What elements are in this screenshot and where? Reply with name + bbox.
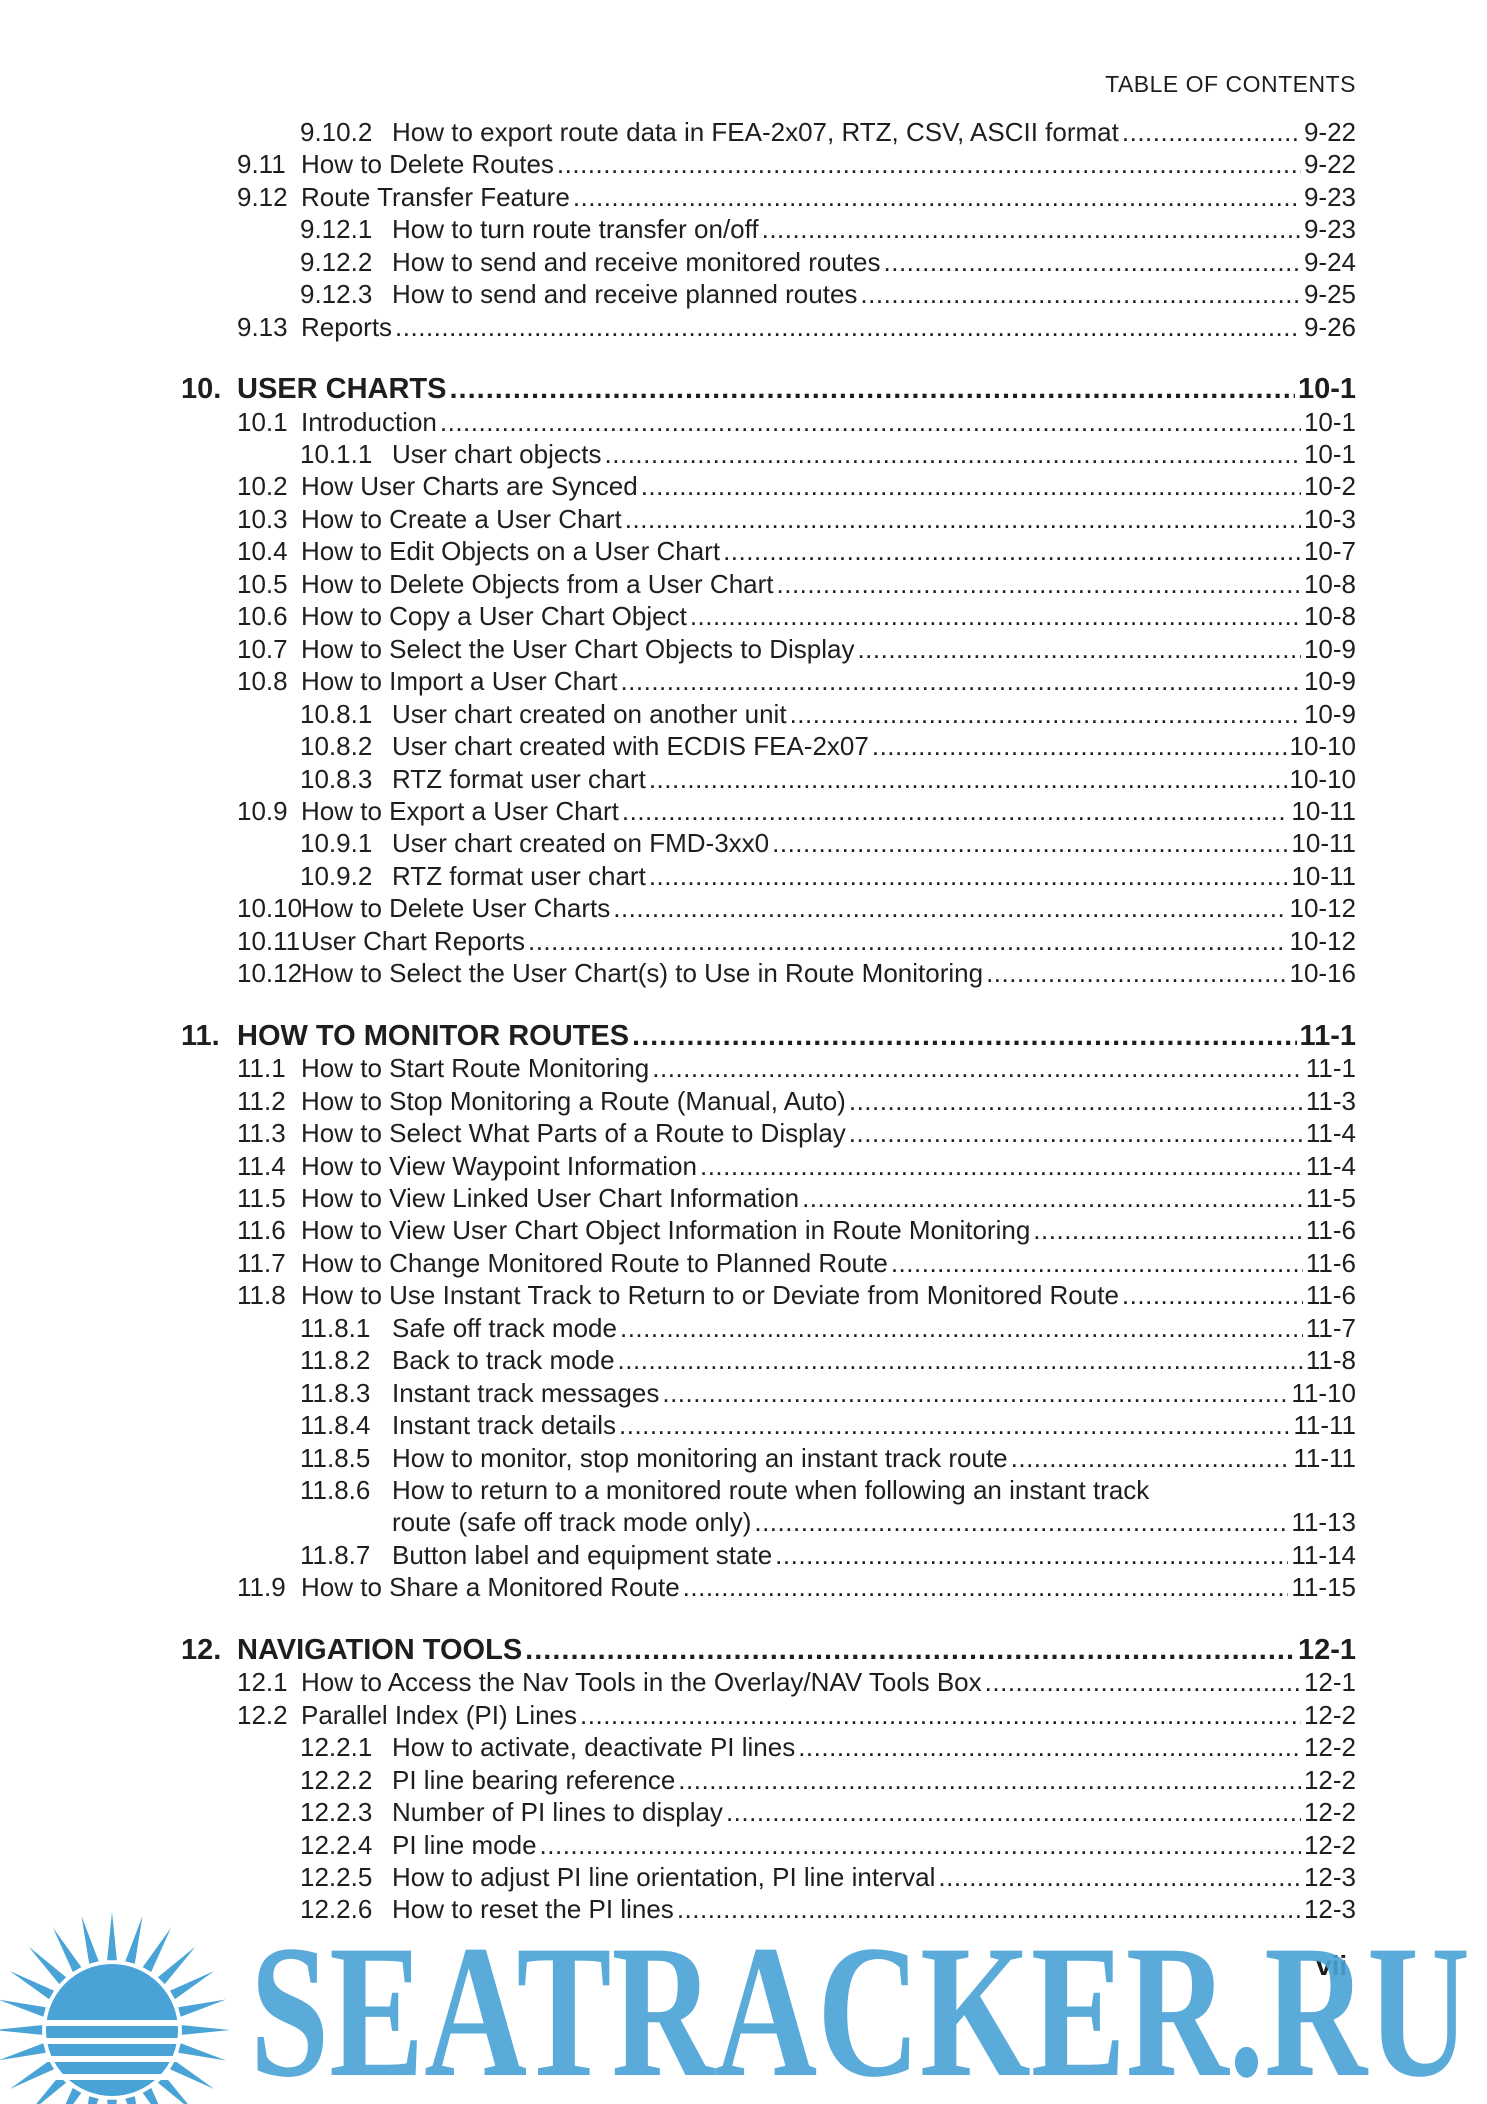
- toc-entry-title: Introduction: [301, 407, 437, 437]
- toc-entry-number: 9.10.2: [300, 117, 373, 147]
- toc-entry-number: 10.4: [237, 536, 288, 566]
- toc-leader-dots: [652, 1052, 1303, 1084]
- toc-entry-title: PI line bearing reference: [392, 1765, 676, 1795]
- toc-entry-page: 11-11: [1293, 1410, 1356, 1440]
- toc-section-entry[interactable]: [0, 311, 1356, 343]
- toc-entry-number: 12.2.4: [300, 1830, 373, 1860]
- toc-entry-title: User chart created on FMD-3xx0: [392, 828, 770, 858]
- toc-subsection-entry[interactable]: [0, 1474, 1356, 1506]
- toc-entry-number: 11.1: [237, 1053, 286, 1083]
- toc-leader-dots: [754, 1506, 1288, 1538]
- toc-section-entry[interactable]: [0, 1571, 1356, 1603]
- toc-entry-number: 10.9.1: [300, 828, 373, 858]
- toc-subsection-entry[interactable]: [0, 438, 1356, 470]
- toc-leader-dots: [641, 470, 1301, 502]
- toc-entry-page: 10-11: [1291, 828, 1356, 858]
- toc-section-entry[interactable]: [0, 181, 1356, 213]
- toc-entry-title: How to Import a User Chart: [301, 666, 618, 696]
- toc-leader-dots: [772, 827, 1288, 859]
- toc-section-entry[interactable]: [0, 535, 1356, 567]
- toc-section-entry[interactable]: [0, 1182, 1356, 1214]
- toc-chapter-entry[interactable]: [0, 1634, 1356, 1666]
- toc-entry-title: How to turn route transfer on/off: [392, 214, 759, 244]
- toc-subsection-entry[interactable]: [0, 1377, 1356, 1409]
- toc-entry-title: HOW TO MONITOR ROUTES: [237, 1020, 630, 1052]
- toc-entry-number: 10.1.1: [300, 439, 373, 469]
- toc-entry-number: 11.4: [237, 1151, 286, 1181]
- toc-section-entry[interactable]: [0, 795, 1356, 827]
- toc-entry-page: 10-9: [1303, 634, 1356, 664]
- toc-entry-title: How User Charts are Synced: [301, 471, 638, 501]
- toc-entry-title: User chart objects: [392, 439, 602, 469]
- toc-entry-title: User chart created with ECDIS FEA-2x07: [392, 731, 869, 761]
- toc-entry-title: How to Stop Monitoring a Route (Manual, Auto): [301, 1086, 846, 1116]
- toc-subsection-entry[interactable]: [0, 213, 1356, 245]
- toc-leader-dots: [1122, 1279, 1303, 1311]
- toc-section-entry[interactable]: [0, 600, 1356, 632]
- toc-section-entry[interactable]: [0, 1085, 1356, 1117]
- toc-entry-title: How to Select the User Chart Objects to Display: [301, 634, 855, 664]
- toc-entry-number: 12.2.6: [300, 1894, 373, 1924]
- toc-section-entry[interactable]: [0, 892, 1356, 924]
- toc-leader-dots: [860, 278, 1301, 310]
- toc-leader-dots: [985, 1666, 1301, 1698]
- toc-entry-title: User chart created on another unit: [392, 699, 787, 729]
- toc-entry-number: 10.10: [237, 893, 303, 923]
- toc-entry-title: How to View User Chart Object Information in Route Monitoring: [301, 1215, 1031, 1245]
- toc-subsection-entry[interactable]: [0, 116, 1356, 148]
- toc-entry-number: 10.8.2: [300, 731, 373, 761]
- toc-entry-page: 11-3: [1305, 1086, 1356, 1116]
- toc-entry-number: 12.2.3: [300, 1797, 373, 1827]
- toc-entry-number: 10.11: [237, 926, 301, 956]
- toc-entry-number: 9.12.2: [300, 247, 373, 277]
- running-header: TABLE OF CONTENTS: [1105, 71, 1356, 97]
- toc-entry-page: 11-10: [1291, 1378, 1356, 1408]
- toc-entry-number: 11.3: [237, 1118, 286, 1148]
- toc-entry-number: 11.8.7: [300, 1540, 371, 1570]
- toc-entry-number: 11.8: [237, 1280, 286, 1310]
- toc-entry-page: 11-5: [1305, 1183, 1356, 1213]
- toc-entry-title: How to Copy a User Chart Object: [301, 601, 687, 631]
- toc-leader-dots: [1122, 116, 1301, 148]
- toc-subsection-entry[interactable]: [0, 1409, 1356, 1441]
- toc-entry-page: 11-15: [1291, 1572, 1356, 1602]
- toc-leader-dots: [891, 1247, 1303, 1279]
- toc-entry-title: USER CHARTS: [237, 373, 447, 405]
- toc-entry-title: User Chart Reports: [301, 926, 525, 956]
- toc-leader-dots: [528, 925, 1287, 957]
- toc-entry-page: 10-12: [1289, 893, 1356, 923]
- toc-entry-number: 12.2.5: [300, 1862, 373, 1892]
- toc-entry-page: 10-9: [1303, 666, 1356, 696]
- toc-entry-page: 10-1: [1303, 407, 1356, 437]
- toc-leader-dots: [884, 246, 1301, 278]
- toc-entry-title: How to Change Monitored Route to Planned Route: [301, 1248, 888, 1278]
- page-number: vii: [1316, 1950, 1348, 1981]
- toc-entry-number: 10.2: [237, 471, 288, 501]
- toc-entry-page: 10-10: [1289, 764, 1356, 794]
- toc-entry-title: How to export route data in FEA-2x07, RTZ, CSV, ASCII format: [392, 117, 1119, 147]
- toc-entry-number: 9.12.1: [300, 214, 373, 244]
- toc-entry-page: 10-1: [1297, 373, 1356, 405]
- toc-chapter-entry[interactable]: [0, 1020, 1356, 1052]
- toc-entry-title: How to Export a User Chart: [301, 796, 619, 826]
- toc-leader-dots: [775, 1539, 1288, 1571]
- toc-entry-number: 11.8.1: [300, 1313, 371, 1343]
- toc-section-entry[interactable]: [0, 925, 1356, 957]
- toc-section-entry[interactable]: [0, 1214, 1356, 1246]
- toc-subsection-entry[interactable]: [0, 1829, 1356, 1861]
- toc-entry-title: Instant track messages: [392, 1378, 660, 1408]
- toc-leader-dots: [986, 957, 1286, 989]
- toc-subsection-entry[interactable]: [0, 1764, 1356, 1796]
- toc-entry-number: 11.7: [237, 1248, 286, 1278]
- toc-subsection-entry[interactable]: [0, 827, 1356, 859]
- seatracker-watermark: [0, 1880, 1487, 2104]
- toc-leader-dots: [557, 148, 1301, 180]
- toc-entry-title: How to Start Route Monitoring: [301, 1053, 650, 1083]
- toc-entry-page: 10-11: [1291, 796, 1356, 826]
- toc-leader-dots: [605, 438, 1301, 470]
- toc-entry-title: How to Access the Nav Tools in the Overlay/NAV Tools Box: [301, 1667, 982, 1697]
- toc-section-entry[interactable]: [0, 1117, 1356, 1149]
- toc-entry-number: 10.1: [237, 407, 288, 437]
- toc-subsection-entry[interactable]: [0, 1506, 1356, 1538]
- toc-entry-number: 9.13: [237, 312, 288, 342]
- toc-entry-page: 11-14: [1291, 1540, 1356, 1570]
- toc-section-entry[interactable]: [0, 1247, 1356, 1279]
- toc-entry-title: How to Select the User Chart(s) to Use in Route Monitoring: [301, 958, 984, 988]
- toc-entry-page: 10-3: [1303, 504, 1356, 534]
- toc-leader-dots: [777, 568, 1301, 600]
- toc-subsection-entry[interactable]: [0, 1312, 1356, 1344]
- toc-entry-title: How to Select What Parts of a Route to Display: [301, 1118, 846, 1148]
- toc-entry-title: Reports: [301, 312, 393, 342]
- toc-entry-page: 9-22: [1303, 149, 1356, 179]
- toc-entry-page: 12-1: [1303, 1667, 1356, 1697]
- toc-entry-page: 9-24: [1303, 247, 1356, 277]
- toc-entry-page: 11-8: [1305, 1345, 1356, 1375]
- toc-entry-title: Route Transfer Feature: [301, 182, 570, 212]
- toc-entry-page: 10-10: [1289, 731, 1356, 761]
- toc-leader-dots: [649, 860, 1289, 892]
- toc-leader-dots: [683, 1571, 1289, 1603]
- toc-leader-dots: [690, 600, 1301, 632]
- toc-entry-title: How to Delete Routes: [301, 149, 554, 179]
- toc-entry-page: 11-1: [1299, 1020, 1356, 1052]
- toc-subsection-entry[interactable]: [0, 763, 1356, 795]
- toc-leader-dots: [649, 763, 1287, 795]
- toc-subsection-entry[interactable]: [0, 860, 1356, 892]
- toc-entry-title: How to adjust PI line orientation, PI line interval: [392, 1862, 936, 1892]
- toc-entry-page: 11-6: [1305, 1215, 1356, 1245]
- toc-entry-number: 10.8.3: [300, 764, 373, 794]
- toc-leader-dots: [395, 311, 1301, 343]
- toc-entry-title: How to Edit Objects on a User Chart: [301, 536, 721, 566]
- toc-entry-number: 12.2.1: [300, 1732, 373, 1762]
- toc-leader-dots: [857, 633, 1301, 665]
- toc-entry-page: 10-2: [1303, 471, 1356, 501]
- toc-leader-dots: [662, 1377, 1288, 1409]
- toc-leader-dots: [580, 1699, 1301, 1731]
- toc-entry-page: 10-16: [1289, 958, 1356, 988]
- toc-subsection-entry[interactable]: [0, 1539, 1356, 1571]
- toc-entry-page: 11-6: [1305, 1280, 1356, 1310]
- toc-entry-title: How to reset the PI lines: [392, 1894, 674, 1924]
- toc-entry-title: route (safe off track mode only): [392, 1507, 752, 1537]
- toc-leader-dots: [762, 213, 1301, 245]
- toc-entry-title: How to Create a User Chart: [301, 504, 622, 534]
- toc-leader-dots: [573, 181, 1301, 213]
- toc-subsection-entry[interactable]: [0, 730, 1356, 762]
- sun-logo-icon: [0, 1912, 230, 2104]
- toc-entry-number: 10.7: [237, 634, 288, 664]
- toc-section-entry[interactable]: [0, 957, 1356, 989]
- toc-entry-number: 9.12: [237, 182, 288, 212]
- toc-subsection-entry[interactable]: [0, 246, 1356, 278]
- toc-leader-dots: [700, 1150, 1303, 1182]
- toc-leader-dots: [790, 698, 1301, 730]
- toc-entry-number: 9.11: [237, 149, 286, 179]
- toc-entry-number: 12.2: [237, 1700, 288, 1730]
- toc-section-entry[interactable]: [0, 1279, 1356, 1311]
- toc-leader-dots: [613, 892, 1286, 924]
- toc-leader-dots: [620, 1312, 1303, 1344]
- toc-entry-number: 9.12.3: [300, 279, 373, 309]
- toc-section-entry[interactable]: [0, 568, 1356, 600]
- toc-entry-number: 11.6: [237, 1215, 286, 1245]
- toc-entry-title: How to View Waypoint Information: [301, 1151, 697, 1181]
- toc-entry-title: How to send and receive planned routes: [392, 279, 858, 309]
- toc-entry-title: How to Delete Objects from a User Chart: [301, 569, 774, 599]
- toc-entry-title: How to Use Instant Track to Return to or Deviate from Monitored Route: [301, 1280, 1119, 1310]
- toc-entry-title: Back to track mode: [392, 1345, 615, 1375]
- toc-section-entry[interactable]: [0, 633, 1356, 665]
- toc-section-entry[interactable]: [0, 1150, 1356, 1182]
- toc-entry-page: 10-8: [1303, 601, 1356, 631]
- toc-leader-dots: [678, 1764, 1301, 1796]
- toc-entry-title: How to activate, deactivate PI lines: [392, 1732, 796, 1762]
- toc-leader-dots: [726, 1796, 1301, 1828]
- toc-chapter-entry[interactable]: [0, 373, 1356, 405]
- toc-leader-dots: [619, 1409, 1290, 1441]
- toc-leader-dots: [872, 730, 1287, 762]
- toc-entry-number: 11.8.3: [300, 1378, 371, 1408]
- toc-leader-dots: [1033, 1214, 1303, 1246]
- toc-entry-title: Number of PI lines to display: [392, 1797, 723, 1827]
- toc-entry-number: 11.5: [237, 1183, 286, 1213]
- toc-subsection-entry[interactable]: [0, 1344, 1356, 1376]
- toc-entry-title: RTZ format user chart: [392, 861, 646, 891]
- toc-entry-page: 9-23: [1303, 214, 1356, 244]
- toc-entry-page: 10-12: [1289, 926, 1356, 956]
- toc-entry-page: 12-3: [1303, 1862, 1356, 1892]
- toc-entry-number: 11.: [181, 1020, 220, 1052]
- toc-entry-title: Safe off track mode: [392, 1313, 617, 1343]
- toc-entry-page: 11-7: [1305, 1313, 1356, 1343]
- toc-entry-page: 12-2: [1303, 1765, 1356, 1795]
- toc-leader-dots: [632, 1020, 1297, 1052]
- toc-leader-dots: [622, 795, 1289, 827]
- toc-entry-number: 12.2.2: [300, 1765, 373, 1795]
- toc-entry-title: How to send and receive monitored routes: [392, 247, 881, 277]
- toc-entry-number: 11.2: [237, 1086, 286, 1116]
- toc-section-entry[interactable]: [0, 1052, 1356, 1084]
- toc-entry-number: 11.9: [237, 1572, 286, 1602]
- toc-leader-dots: [849, 1085, 1303, 1117]
- toc-entry-number: 11.8.5: [300, 1443, 371, 1473]
- toc-entry-page: 12-2: [1303, 1700, 1356, 1730]
- toc-section-entry[interactable]: [0, 1666, 1356, 1698]
- toc-entry-number: 10.12: [237, 958, 303, 988]
- toc-entry-page: 12-3: [1303, 1894, 1356, 1924]
- toc-entry-title: How to Share a Monitored Route: [301, 1572, 680, 1602]
- toc-leader-dots: [449, 373, 1294, 405]
- toc-leader-dots: [540, 1829, 1301, 1861]
- toc-entry-title: How to monitor, stop monitoring an instant track route: [392, 1443, 1008, 1473]
- toc-entry-number: 10.6: [237, 601, 288, 631]
- toc-entry-title: Instant track details: [392, 1410, 616, 1440]
- toc-entry-page: 12-1: [1297, 1634, 1356, 1666]
- toc-entry-number: 10.: [181, 373, 222, 405]
- toc-section-entry[interactable]: [0, 503, 1356, 535]
- toc-leader-dots: [849, 1117, 1303, 1149]
- toc-entry-page: 10-8: [1303, 569, 1356, 599]
- toc-subsection-entry[interactable]: [0, 1442, 1356, 1474]
- toc-entry-title: RTZ format user chart: [392, 764, 646, 794]
- toc-subsection-entry[interactable]: [0, 1731, 1356, 1763]
- toc-entry-number: 10.8.1: [300, 699, 373, 729]
- toc-entry-number: 12.1: [237, 1667, 288, 1697]
- toc-entry-page: 11-1: [1305, 1053, 1356, 1083]
- toc-leader-dots: [798, 1731, 1301, 1763]
- toc-entry-number: 11.8.2: [300, 1345, 371, 1375]
- toc-entry-page: 9-22: [1303, 117, 1356, 147]
- toc-leader-dots: [440, 406, 1301, 438]
- toc-leader-dots: [618, 1344, 1303, 1376]
- toc-entry-number: 10.9: [237, 796, 288, 826]
- toc-entry-number: 11.8.4: [300, 1410, 371, 1440]
- toc-leader-dots: [625, 503, 1301, 535]
- toc-entry-title: Parallel Index (PI) Lines: [301, 1700, 578, 1730]
- toc-entry-number: 10.3: [237, 504, 288, 534]
- toc-entry-page: 10-9: [1303, 699, 1356, 729]
- watermark-text: SEATRACKER.RU: [250, 1907, 1470, 2104]
- toc-section-entry[interactable]: [0, 470, 1356, 502]
- toc-entry-page: 10-1: [1303, 439, 1356, 469]
- toc-entry-title: Button label and equipment state: [392, 1540, 773, 1570]
- toc-section-entry[interactable]: [0, 406, 1356, 438]
- toc-subsection-entry[interactable]: [0, 698, 1356, 730]
- toc-entry-page: 12-2: [1303, 1830, 1356, 1860]
- toc-entry-number: 10.8: [237, 666, 288, 696]
- toc-leader-dots: [620, 665, 1301, 697]
- toc-entry-title: NAVIGATION TOOLS: [237, 1634, 523, 1666]
- toc-entry-page: 12-2: [1303, 1732, 1356, 1762]
- toc-entry-number: 11.8.6: [300, 1475, 371, 1505]
- toc-entry-number: 10.9.2: [300, 861, 373, 891]
- toc-subsection-entry[interactable]: [0, 1796, 1356, 1828]
- toc-leader-dots: [723, 535, 1301, 567]
- toc-entry-page: 10-7: [1303, 536, 1356, 566]
- toc-entry-number: 10.5: [237, 569, 288, 599]
- toc-entry-page: 12-2: [1303, 1797, 1356, 1827]
- toc-leader-dots: [525, 1634, 1295, 1666]
- toc-entry-page: 9-25: [1303, 279, 1356, 309]
- toc-entry-title: How to return to a monitored route when following an instant track: [392, 1475, 1150, 1505]
- toc-entry-page: 11-6: [1305, 1248, 1356, 1278]
- toc-entry-title: PI line mode: [392, 1830, 537, 1860]
- toc-subsection-entry[interactable]: [0, 278, 1356, 310]
- toc-entry-page: 9-23: [1303, 182, 1356, 212]
- toc-section-entry[interactable]: [0, 148, 1356, 180]
- toc-entry-page: 11-4: [1305, 1118, 1356, 1148]
- toc-entry-title: How to Delete User Charts: [301, 893, 611, 923]
- toc-leader-dots: [802, 1182, 1303, 1214]
- toc-entry-page: 11-13: [1291, 1507, 1356, 1537]
- toc-section-entry[interactable]: [0, 1699, 1356, 1731]
- toc-entry-page: 9-26: [1303, 312, 1356, 342]
- toc-leader-dots: [1011, 1442, 1291, 1474]
- toc-entry-page: 11-4: [1305, 1151, 1356, 1181]
- toc-entry-title: How to View Linked User Chart Information: [301, 1183, 800, 1213]
- toc-entry-page: 11-11: [1293, 1443, 1356, 1473]
- toc-entry-number: 12.: [181, 1634, 222, 1666]
- toc-entry-page: 10-11: [1291, 861, 1356, 891]
- toc-section-entry[interactable]: [0, 665, 1356, 697]
